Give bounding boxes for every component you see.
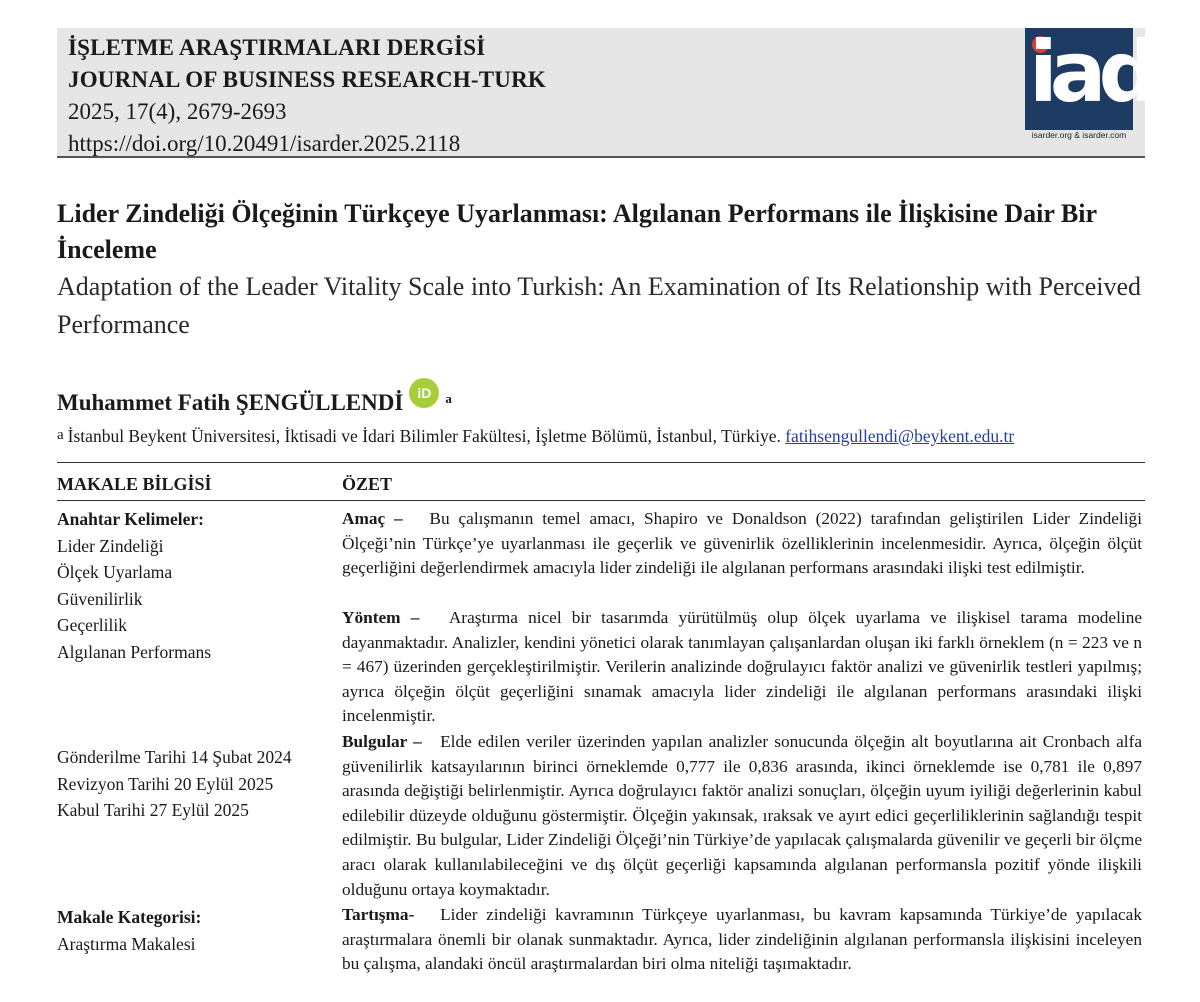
category-label: Makale Kategorisi:	[57, 907, 202, 927]
journal-volume: 2025, 17(4), 2679-2693	[68, 99, 287, 124]
category-value: Araştırma Makalesi	[57, 933, 196, 954]
article-info-heading: MAKALE BİLGİSİ	[57, 474, 212, 494]
orcid-icon[interactable]: iD	[409, 378, 439, 408]
findings-text: Elde edilen veriler üzerinden yapılan analizler sonucunda ölçeğin alt boyutlarına ait Cronbach alfa güvenilirlik katsayılarının birinci örneklemde 0,777 ile 0,836 arasında, ikinci örneklemde ise 0,781 ile 0,897 arasında değiştiği belirlenmiştir. Ayrıca doğrulayıcı faktör analizi sonuçları, ölçeğin uyum iyiliği değerlerinin kabul edilebilir düzeyde olduğunu göstermiştir. Ölçeğin yakınsak, ıraksak ve ayırt edici geçerliliklerinin sağlandığı tespit edilmiştir. Bu bulgular, Lider Zindeliği Ölçeği’nin Türkiye’de yapılacak çalışmalarda güvenilir ve geçerli bir ölçme aracı olarak kullanılabileceğini ve dış ölçüt geçerliği kapsamında algılanan performansla pozitif yönde ilişkili olduğunu ortaya koymaktadır.	[342, 732, 1142, 899]
abstract-purpose	[342, 507, 1142, 581]
author-line	[57, 385, 452, 418]
logo-url: isarder.org & isarder.com	[1031, 130, 1127, 140]
logo-letters: iad	[1029, 23, 1151, 121]
submitted-date: Gönderilme Tarihi 14 Şubat 2024	[57, 747, 292, 767]
abstract-findings	[342, 730, 1142, 902]
author-email-link[interactable]: fatihsengullendi@beykent.edu.tr	[785, 426, 1015, 446]
author-name: Muhammet Fatih ŞENGÜLLENDİ	[57, 390, 404, 415]
keyword-item: Güvenilirlik	[57, 588, 143, 609]
purpose-text: Bu çalışmanın temel amacı, Shapiro ve Donaldson (2022) tarafından geliştirilen Lider Zindeliği Ölçeği’nin Türkçe’ye uyarlanması ile geçerlik ve güvenirlik özelliklerinin incelenmesidir. Ayrıca, ölçeğin ölçüt geçerliğini değerlendirmek amacıyla lider zindeliği ile algılanan performans arasındaki ilişki test edilmiştir.	[342, 509, 1143, 578]
title-english: Adaptation of the Leader Vitality Scale into Turkish: An Examination of Its Relationship with Perceived Performance	[57, 272, 1142, 339]
affiliation-mark: a	[57, 427, 64, 443]
dates-block	[57, 744, 292, 824]
revised-date: Revizyon Tarihi 20 Eylül 2025	[57, 773, 274, 794]
keyword-item: Algılanan Performans	[57, 641, 212, 662]
keyword-item: Lider Zindeliği	[57, 535, 164, 556]
section-rule-top	[57, 462, 1145, 463]
keyword-item: Ölçek Uyarlama	[57, 562, 173, 582]
category-block	[57, 904, 201, 957]
doi-link[interactable]: https://doi.org/10.20491/isarder.2025.2118	[68, 131, 461, 156]
section-rule-mid	[57, 500, 1145, 501]
accepted-date: Kabul Tarihi 27 Eylül 2025	[57, 800, 249, 820]
keyword-item: Geçerlilik	[57, 615, 127, 635]
keywords-block	[57, 506, 211, 665]
author-affil-mark: a	[445, 391, 452, 406]
journal-logo	[1025, 23, 1151, 130]
method-text: Araştırma nicel bir tasarımda yürütülmüş olup ölçek uyarlama ve ilişkisel tarama modeline dayanmaktadır. Analizler, kendini yönetici olarak tanımlayan çalışanlardan oluşan iki farklı örneklem (n = 223 ve n = 467) üzerinden gerçekleştirilmiştir. Verilerin analizinde doğrulayıcı faktör analizi ve güvenirlik testleri yapılmış; ayrıca ölçeğin ölçüt geçerliğini sınamak amacıyla lider zindeliği ile algılanan performans arasındaki ilişki incelenmiştir.	[342, 608, 1143, 726]
title-turkish: Lider Zindeliği Ölçeğinin Türkçeye Uyarlanması: Algılanan Performans ile İlişkisine Dair Bir İnceleme	[57, 199, 1097, 264]
discussion-label: Tartışma-	[342, 905, 415, 924]
discussion-text: Lider zindeliği kavramının Türkçeye uyarlanması, bu kavram kapsamında Türkiye’de yapılacak araştırmalara önemli bir olanak sunmaktadır. Ayrıca, lider zindeliğinin algılanan performansla ilişkisini inceleyen bu çalışma, alandaki öncül araştırmalardan biri olma niteliği taşımaktadır.	[342, 905, 1142, 974]
abstract-heading: ÖZET	[342, 474, 393, 494]
keywords-label: Anahtar Kelimeler:	[57, 509, 204, 529]
abstract-method	[342, 606, 1142, 729]
journal-name-en: JOURNAL OF BUSINESS RESEARCH-TURK	[68, 67, 546, 92]
purpose-label: Amaç –	[342, 509, 403, 528]
journal-header	[57, 23, 1151, 158]
journal-name-tr: İŞLETME ARAŞTIRMALARI DERGİSİ	[68, 35, 486, 60]
method-label: Yöntem –	[342, 608, 420, 627]
journal-info	[68, 32, 546, 160]
affiliation	[57, 424, 1014, 450]
abstract-discussion	[342, 903, 1142, 977]
affiliation-text: İstanbul Beykent Üniversitesi, İktisadi ve İdari Bilimler Fakültesi, İşletme Bölümü, İstanbul, Türkiye.	[67, 426, 781, 446]
findings-label: Bulgular –	[342, 732, 422, 751]
